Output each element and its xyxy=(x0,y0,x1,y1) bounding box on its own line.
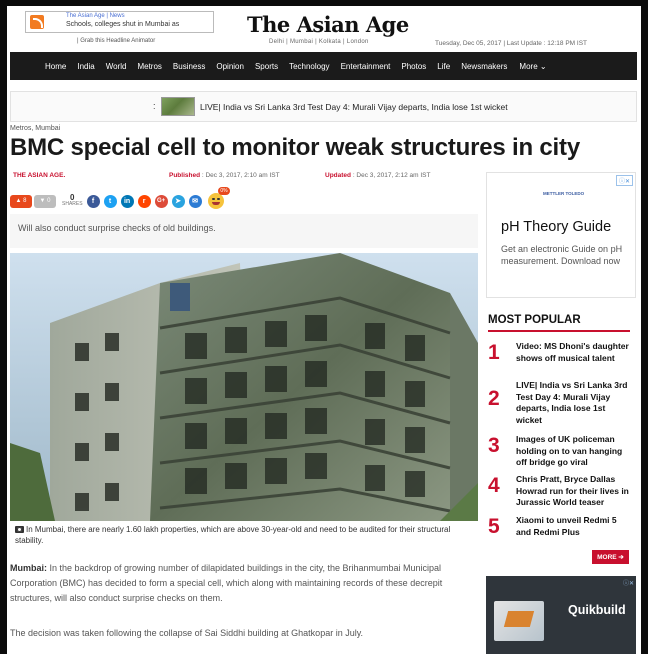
reddit-icon[interactable]: r xyxy=(138,195,151,208)
current-date: Tuesday, Dec 05, 2017 xyxy=(435,40,502,47)
popular-headline[interactable]: Video: MS Dhoni's daughter shows off musical talent xyxy=(516,341,629,363)
rss-headline[interactable]: Schools, colleges shut in Mumbai as xyxy=(66,21,180,28)
ad-title[interactable]: pH Theory Guide xyxy=(501,219,612,235)
share-bar xyxy=(10,188,228,210)
article-paragraph-2: The decision was taken following the collapse of Sai Siddhi building at Ghatkopar in July. xyxy=(10,628,364,638)
nav-more-label: More xyxy=(519,61,538,71)
published-label: Published xyxy=(169,172,201,179)
popular-rank: 4 xyxy=(488,474,500,497)
last-update: | Last Update : 12:18 PM IST xyxy=(503,40,588,47)
popular-rank: 1 xyxy=(488,341,500,364)
ticker-thumbnail xyxy=(161,97,195,116)
share-counter xyxy=(62,194,83,208)
nav-item-entertainment[interactable]: Entertainment xyxy=(340,61,391,71)
arrow-right-icon: ➔ xyxy=(618,554,624,561)
downvote-count: 0 xyxy=(47,198,51,204)
nav-more-menu[interactable] xyxy=(519,62,546,71)
ad-image xyxy=(494,601,544,641)
popular-headline[interactable]: Xiaomi to unveil Redmi 5 and Redmi Plus xyxy=(516,515,617,537)
popular-headline[interactable]: LIVE| India vs Sri Lanka 3rd Test Day 4: Murali Vijay departs, India lose 1st wicket xyxy=(516,380,628,425)
article-image xyxy=(10,253,478,521)
caption-text: In Mumbai, there are nearly 1.60 lakh properties, which are above 30-year-old and need to be audited for their structural stability. xyxy=(15,525,451,545)
more-popular-button[interactable] xyxy=(592,550,629,564)
breadcrumb[interactable]: Metros, Mumbai xyxy=(10,125,61,132)
ticker-headline[interactable]: LIVE| India vs Sri Lanka 3rd Test Day 4: Murali Vijay departs, India lose 1st wicket xyxy=(200,102,508,112)
article-standfirst: Will also conduct surprise checks of old buildings. xyxy=(10,214,478,248)
updated-label: Updated xyxy=(325,172,351,179)
more-label: MORE xyxy=(597,553,617,561)
paragraph-1-text: In the backdrop of growing number of dilapidated buildings in the city, the Brihanmumbai Municipal Corporation (BMC) has decided to form a special cell, which along with maintaining records of these decrepit structures, will also conduct surprise checks on them. xyxy=(10,563,443,603)
image-caption xyxy=(15,524,475,546)
thumbs-up-icon: ▲ xyxy=(15,198,22,204)
linkedin-icon[interactable]: in xyxy=(121,195,134,208)
most-popular-divider xyxy=(488,330,630,332)
upvote-button[interactable] xyxy=(10,195,32,208)
nav-item-newsmakers[interactable]: Newsmakers xyxy=(461,61,508,71)
site-logo[interactable]: The Asian Age xyxy=(247,12,409,37)
nav-item-sports[interactable]: Sports xyxy=(254,61,279,71)
article-paragraph-1 xyxy=(10,561,476,606)
thumbs-down-icon: ▼ xyxy=(39,198,46,204)
twitter-icon[interactable]: t xyxy=(104,195,117,208)
nav-item-metros[interactable]: Metros xyxy=(137,61,162,71)
share-label: SHARES xyxy=(62,201,83,207)
edition-cities: Delhi | Mumbai | Kolkata | London xyxy=(269,39,369,45)
nav-item-life[interactable]: Life xyxy=(437,61,451,71)
chevron-down-icon: ⌄ xyxy=(539,61,547,71)
updated-date xyxy=(325,172,431,179)
nav-item-technology[interactable]: Technology xyxy=(289,61,330,71)
nav-item-world[interactable]: World xyxy=(105,61,127,71)
rss-icon xyxy=(30,15,44,29)
upvote-count: 8 xyxy=(23,198,27,204)
main-nav xyxy=(10,52,637,80)
nav-item-home[interactable]: Home xyxy=(45,61,67,71)
reaction-emoji-icon[interactable] xyxy=(208,188,228,209)
nav-item-photos[interactable]: Photos xyxy=(401,61,427,71)
ad-choices-icon[interactable]: ⓘ✕ xyxy=(622,581,634,587)
ad-choices-icon[interactable]: ⓘ✕ xyxy=(616,175,633,186)
popular-headline[interactable]: Chris Pratt, Bryce Dallas Howrad run for their lives in Jurassic World teaser xyxy=(516,474,629,507)
telegram-icon[interactable]: ➤ xyxy=(172,195,185,208)
updated-value: : Dec 3, 2017, 2:12 am IST xyxy=(352,172,431,179)
downvote-button[interactable] xyxy=(34,195,56,208)
ad-brand[interactable]: Quikbuild xyxy=(568,603,626,617)
dateline: Mumbai: xyxy=(10,563,47,573)
nav-item-india[interactable]: India xyxy=(77,61,95,71)
article-title: BMC special cell to monitor weak structures in city xyxy=(10,134,580,161)
rss-headline-animator[interactable] xyxy=(25,11,214,33)
popular-rank: 5 xyxy=(488,515,500,538)
date-line xyxy=(435,40,587,47)
email-icon[interactable]: ✉ xyxy=(189,195,202,208)
reaction-percent: 0% xyxy=(220,188,228,194)
most-popular-title: MOST POPULAR xyxy=(488,314,581,326)
published-date xyxy=(169,172,280,179)
author-name: THE ASIAN AGE. xyxy=(13,172,66,179)
breaking-news-ticker[interactable] xyxy=(10,91,637,122)
published-value: : Dec 3, 2017, 2:10 am IST xyxy=(201,172,280,179)
page xyxy=(7,6,641,654)
grab-headline-link[interactable]: | Grab this Headline Animator xyxy=(77,38,156,44)
ad-brand: METTLER TOLEDO xyxy=(543,191,585,196)
advertisement-ph-guide[interactable] xyxy=(486,172,636,298)
google-plus-icon[interactable]: G+ xyxy=(155,195,168,208)
ad-description: Get an electronic Guide on pH measurement. Download now xyxy=(501,244,623,266)
share-count: 0 xyxy=(70,193,75,202)
rss-source: The Asian Age | News xyxy=(66,13,125,19)
popular-rank: 2 xyxy=(488,387,500,410)
nav-item-business[interactable]: Business xyxy=(172,61,206,71)
popular-headline[interactable]: Images of UK policeman holding on to van hanging off bridge go viral xyxy=(516,434,623,467)
article-author[interactable] xyxy=(13,172,65,179)
building-photo xyxy=(10,253,478,521)
popular-rank: 3 xyxy=(488,434,500,457)
nav-item-opinion[interactable]: Opinion xyxy=(216,61,244,71)
ticker-separator: : xyxy=(153,101,156,111)
facebook-icon[interactable]: f xyxy=(87,195,100,208)
advertisement-quikbuild[interactable] xyxy=(486,576,636,654)
camera-icon xyxy=(15,526,24,533)
